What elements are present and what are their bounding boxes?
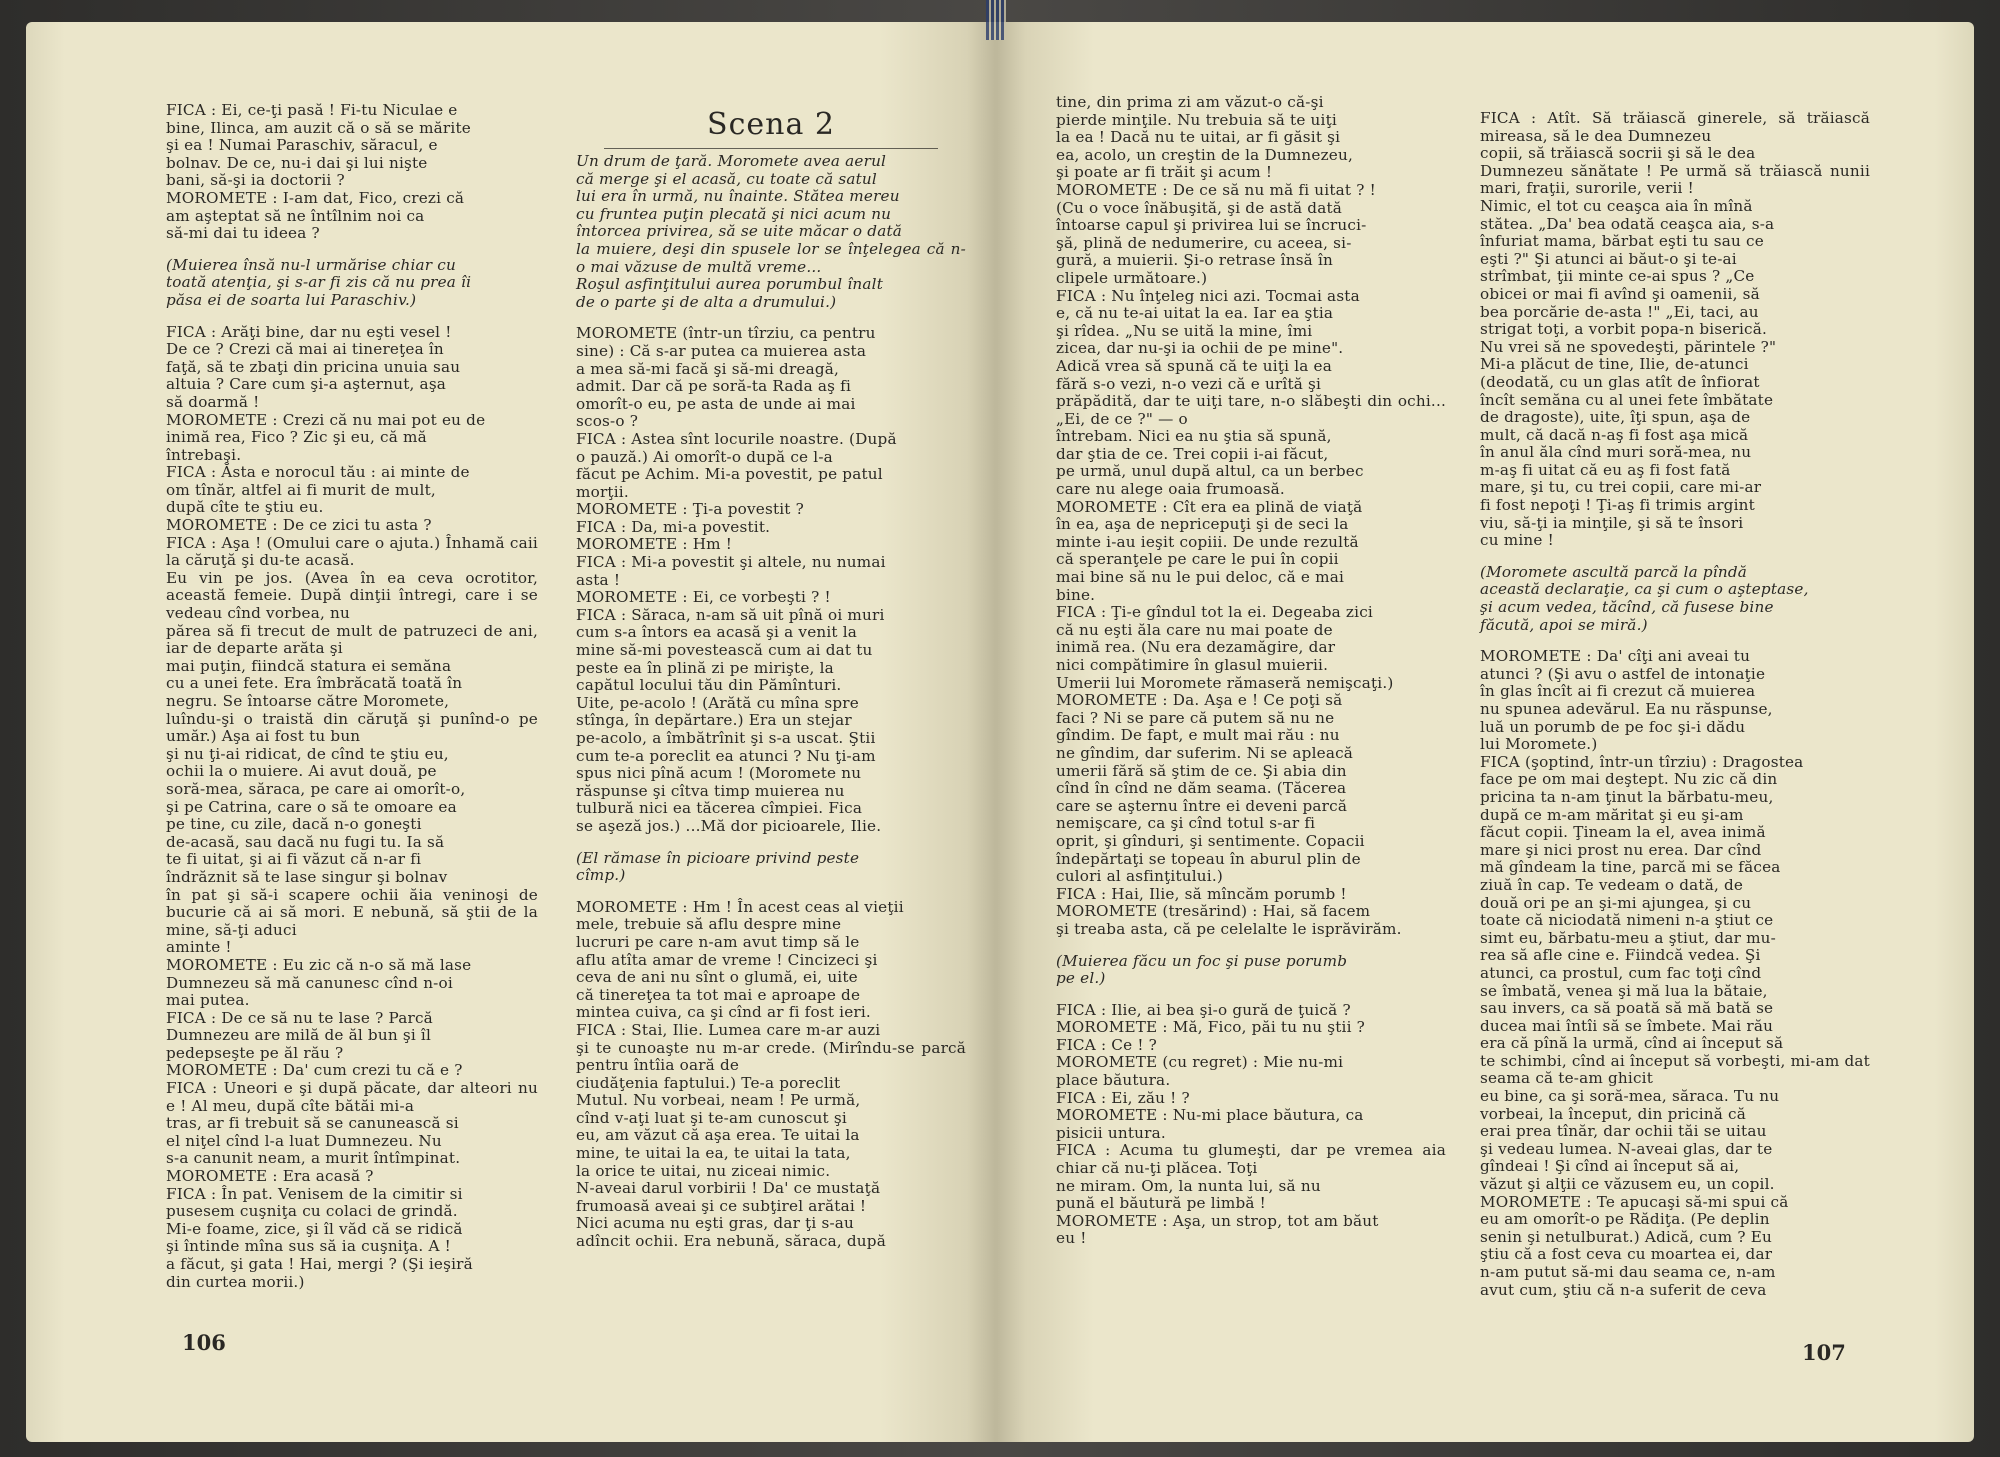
dialogue-paragraph: MOROMETE : Era acasă ? bbox=[166, 1167, 374, 1186]
dialogue-paragraph: FICA : Uneori e şi după păcate, dar alteori nu e ! Al meu, după cîte bătăi mi-a tras, ar fi trebuit să se canunească si el niţel cînd l-a luat Dumnezeu. Nu s-a canunit neam, a murit întîmpinat. bbox=[166, 1079, 538, 1168]
scene-title: Scena 2 bbox=[707, 107, 835, 142]
paragraph-gap bbox=[166, 310, 538, 324]
scene-title-rule bbox=[604, 148, 938, 149]
dialogue-paragraph: FICA : Stai, Ilie. Lumea care m-ar auzi şi te cunoaşte nu m-ar crede. (Mirîndu-se parcă pentru întîia oară de ciudăţenia faptului.) Te-a poreclit Mutul. Nu vorbeai, neam ! Pe urmă, cînd v-aţi luat şi te-am cunoscut şi eu, am văzut că aşa erea. Te uitai la mine, te uitai la ea, te uitai la tata, la orice te uitai, nu ziceai nimic. N-aveai darul vorbirii ! Da' ce mustaţă frumoasă aveai şi ce subţirel arătai ! Nici acuma nu eşti gras, dar ţi s-au adîncit ochii. Era nebună, săraca, după bbox=[576, 1020, 966, 1251]
dialogue-paragraph: MOROMETE : Te apucaşi să-mi spui că eu am omorît-o pe Rădiţa. (Pe deplin senin şi netulburat.) Adică, cum ? Eu ştiu că a fost ceva cu moartea ei, dar n-am putut să-mi dau seama ce, n-am avut cum, ştiu că n-a suferit de ceva bbox=[1480, 1192, 1789, 1299]
stage-direction: (Muierea însă nu-l urmărise chiar cu toată atenţia, şi s-ar fi zis că nu prea îi păsa ei de soarta lui Paraschiv.) bbox=[166, 255, 472, 309]
page-number-left: 106 bbox=[182, 1330, 226, 1355]
dialogue-paragraph: MOROMETE : Cît era ea plină de viaţă în ea, aşa de nepricepuţi şi de seci la minte i-au ieşit copiii. De unde rezultă că speranţele pe care le pui în copii mai bine să nu le pui deloc, că e mai bine. bbox=[1056, 497, 1363, 604]
dialogue-paragraph: FICA : Ei, zău ! ? bbox=[1056, 1088, 1190, 1107]
left-page-column-2 bbox=[576, 100, 966, 1251]
paragraph-gap bbox=[1056, 988, 1446, 1002]
dialogue-paragraph: FICA : Acuma tu glumeşti, dar pe vremea aia chiar că nu-ţi plăcea. Toţi ne miram. Om, la nunta lui, să nu pună el băutură pe limbă ! bbox=[1056, 1141, 1446, 1213]
page-number-right: 107 bbox=[1802, 1340, 1846, 1365]
dialogue-paragraph: MOROMETE : Da' cum crezi tu că e ? bbox=[166, 1061, 463, 1080]
dialogue-paragraph: MOROMETE (cu regret) : Mie nu-mi place băutura. bbox=[1056, 1053, 1344, 1090]
dialogue-paragraph: FICA : Hai, Ilie, să mîncăm porumb ! bbox=[1056, 884, 1347, 903]
paragraph-gap bbox=[1480, 634, 1870, 648]
dialogue-paragraph: MOROMETE (tresărind) : Hai, să facem şi treaba asta, că pe celelalte le isprăvirăm. bbox=[1056, 902, 1402, 938]
dialogue-paragraph: MOROMETE : De ce zici tu asta ? bbox=[166, 516, 432, 535]
dialogue-paragraph: MOROMETE : De ce să nu mă fi uitat ? ! (Cu o voce înăbuşită, şi de astă dată întoarse capul şi privirea lui se încruci- şă, plină de nedumerire, cu aceea, si- gură, a muierii. Şi-o retrase însă în clipele următoare.) bbox=[1056, 180, 1376, 287]
dialogue-paragraph: FICA (şoptind, într-un tîrziu) : Dragostea face pe om mai deştept. Nu zic că din pricina ta n-am ţinut la bărbatu-meu, după ce m-am măritat şi eu şi-am făcut copii. Ţineam la el, avea inimă mare şi nici prost nu erea. Dar cînd mă gîndeam la tine, parcă mi se făcea ziuă în cap. Te vedeam o dată, de două ori pe an şi-mi ajungea, şi cu toate că niciodată nimeni n-a ştiut ce simt eu, bărbatu-meu a ştiut, dar mu- rea să afle cine e. Fiindcă vedea. Şi atunci, ca prostul, cum fac toţi cînd se îmbată, venea şi mă lua la bătaie, sau invers, ca să poată să mă bată se ducea mai întîi să se îmbete. Mai rău era că pînă la urmă, cînd ai început să te schimbi, cînd ai început să vorbeşti, mi-am dat seama că te-am ghicit eu bine, ca şi soră-mea, săraca. Tu nu vorbeai, la început, din pricină că erai prea tînăr, dar ochii tăi se uitau şi vedeau lumea. N-aveai glas, dar te gîndeai ! Şi cînd ai început să ai, văzut şi alţii ce văzusem eu, un copil. bbox=[1480, 752, 1870, 1194]
dialogue-paragraph: MOROMETE : Eu zic că n-o să mă lase Dumnezeu să mă canunesc cînd n-oi mai putea. bbox=[166, 955, 472, 1010]
dialogue-paragraph: FICA : În pat. Venisem de la cimitir si pusesem cuşniţa cu colaci de grindă. Mi-e foame, zice, şi îl văd că se ridică şi întinde mîna sus să ia cuşniţa. A ! a făcut, şi gata ! Hai, mergi ? (Şi ieşiră din curtea morii.) bbox=[166, 1184, 473, 1291]
right-page bbox=[996, 22, 1974, 1442]
dialogue-paragraph: MOROMETE : Aşa, un strop, tot am băut eu ! bbox=[1056, 1211, 1379, 1248]
dialogue-paragraph: FICA : Ei, ce-ţi pasă ! Fi-tu Niculae e bine, Ilinca, am auzit că o să se mărite şi ea ! Numai Paraschiv, săracul, e bolnav. De ce, nu-i dai şi lui nişte bani, să-şi ia doctorii ? bbox=[166, 101, 471, 190]
dialogue-paragraph: MOROMETE : Hm ! bbox=[576, 535, 733, 554]
dialogue-paragraph: MOROMETE : Nu-mi place băutura, ca pisicii untura. bbox=[1056, 1106, 1364, 1142]
stage-direction: Un drum de ţară. Moromete avea aerul că merge şi el acasă, cu toate că satul lui era în urmă, nu înainte. Stătea mereu cu fruntea puţin plecată şi nici acum nu întorcea privirea, să se uite măcar o dată la muiere, deşi din spusele lor se înţelegea că n-o mai văzuse de multă vreme... Roşul asfinţitului aurea porumbul înalt de o parte şi de alta a drumului.) bbox=[576, 152, 966, 311]
dialogue-paragraph: FICA : Mi-a povestit şi altele, nu numai asta ! bbox=[576, 553, 886, 589]
dialogue-paragraph: FICA : Atît. Să trăiască ginerele, să trăiască mireasa, să le dea Dumnezeu copii, să trăiască socrii şi să le dea Dumnezeu sănătate ! Pe urmă să trăiască nunii mari, fraţii, surorile, verii ! Nimic, el tot cu ceaşca aia în mînă stătea. „Da' bea odată ceaşca aia, s-a înfuriat mama, bărbat eşti tu sau ce eşti ?" Şi atunci ai băut-o şi te-ai strîmbat, ţii minte ce-ai spus ? „Ce obicei or mai fi avînd şi oamenii, să bea porcărie de-asta !" „Ei, taci, au strigat toţi, a vorbit popa-n biserică. Nu vrei să ne spovedeşti, părintele ?" Mi-a plăcut de tine, Ilie, de-atunci (deodată, cu un glas atît de înfiorat încît semăna cu al unei fete îmbătate de dragoste), uite, îţi spun, aşa de mult, că dacă n-aş fi fost aşa mică în anul ăla cînd muri soră-mea, nu m-aş fi uitat că eu aş fi fost fată mare, şi tu, cu trei copii, care mi-ar fi fost nepoţi ! Ţi-aş fi trimis argint viu, să-ţi ia minţile, şi să te însori cu mine ! bbox=[1480, 109, 1870, 550]
dialogue-paragraph: MOROMETE : Da. Aşa e ! Ce poţi să faci ? Ni se pare că putem să nu ne gîndim. De fapt, e mult mai rău : nu ne gîndim, dar suferim. Ni se apleacă umerii fără să ştim de ce. Şi abia din cînd în cînd ne dăm seama. (Tăcerea care se aşternu între ei deveni parcă nemişcare, ca şi cînd totul s-ar fi oprit, şi gînduri, şi sentimente. Copacii îndepărtaţi se topeau în aburul plin de culori al asfinţitului.) bbox=[1056, 691, 1365, 886]
left-page-column-2-body bbox=[576, 153, 966, 1251]
dialogue-paragraph: FICA : Astea sînt locurile noastre. (După o pauză.) Ai omorît-o după ce l-a făcut pe Achim. Mi-a povestit, pe patul morţii. bbox=[576, 429, 897, 501]
right-page-column-2 bbox=[1480, 110, 1870, 1299]
dialogue-paragraph: FICA : Arăţi bine, dar nu eşti vesel ! De ce ? Crezi că mai ai tinereţea în faţă, să te zbaţi din pricina unuia sau altuia ? Care cum şi-a aşternut, aşa să doarmă ! bbox=[166, 322, 461, 411]
dialogue-paragraph: MOROMETE : Mă, Fico, păi tu nu ştii ? bbox=[1056, 1018, 1366, 1037]
paragraph-gap bbox=[166, 243, 538, 257]
dialogue-paragraph: FICA : Nu înţeleg nici azi. Tocmai asta e, că nu te-ai uitat la ea. Iar ea ştia şi rîdea. „Nu se uită la mine, îmi zicea, dar nu-şi ia ochii de pe mine". Adică vrea să spună că te uiţi la ea fără s-o vezi, n-o vezi că e urîtă şi prăpădită, dar te uiţi tare, n-o slăbeşti din ochi... „Ei, de ce ?" — o întrebam. Nici ea nu ştia să spună, dar ştia de ce. Trei copii i-ai făcut, pe urmă, unul după altul, ca un berbec care nu alege oaia frumoasă. bbox=[1056, 286, 1446, 499]
dialogue-paragraph: FICA : Ăsta e norocul tău : ai minte de om tînăr, altfel ai fi murit de mult, după cîte te ştiu eu. bbox=[166, 463, 470, 517]
dialogue-paragraph: MOROMETE : Crezi că nu mai pot eu de inimă rea, Fico ? Zic şi eu, că mă întrebaşi. bbox=[166, 410, 486, 464]
dialogue-paragraph: FICA : Da, mi-a povestit. bbox=[576, 517, 771, 536]
dialogue-paragraph: FICA : De ce să nu te lase ? Parcă Dumnezeu are milă de ăl bun şi îl pedepseşte pe ăl rău ? bbox=[166, 1008, 433, 1062]
dialogue-paragraph: MOROMETE : Da' cîţi ani aveai tu atunci ? (Şi avu o astfel de intonaţie în glas încît ai fi crezut că muierea nu spunea adevărul. Ea nu răspunse, luă un porumb de pe foc şi-i dădu lui Moromete.) bbox=[1480, 647, 1773, 754]
dialogue-paragraph: MOROMETE (într-un tîrziu, ca pentru sine) : Că s-ar putea ca muierea asta a mea să-mi facă şi să-mi dreagă, admit. Dar că pe soră-ta Rada aş fi omorît-o eu, pe asta de unde ai mai scos-o ? bbox=[576, 324, 876, 431]
dialogue-paragraph: tine, din prima zi am văzut-o că-şi pierde minţile. Nu trebuia să te uiţi la ea ! Dacă nu te uitai, ar fi găsit şi ea, acolo, un creştin de la Dumnezeu, şi poate ar fi trăit şi acum ! bbox=[1056, 93, 1353, 182]
dialogue-paragraph: FICA : Ţi-e gîndul tot la ei. Degeaba zici că nu eşti ăla care nu mai poate de inimă rea. (Nu era dezamăgire, dar nici compătimire în glasul muierii. Umerii lui Moromete rămaseră nemişcaţi.) bbox=[1056, 603, 1394, 692]
paragraph-gap bbox=[576, 885, 966, 899]
paragraph-gap bbox=[576, 311, 966, 325]
dialogue-paragraph: FICA : Aşa ! (Omului care o ajuta.) Înhamă caii la căruţă şi du-te acasă. Eu vin pe jos. (Avea în ea ceva ocrotitor, această femeie. După dinţii întregi, care i se vedeau cînd vorbea, nu părea să fi trecut de mult de patruzeci de ani, iar de departe arăta şi mai puţin, fiindcă statura ei semăna cu a unei fete. Era îmbrăcată toată în negru. Se întoarse către Moromete, luîndu-şi o traistă din căruţă şi punînd-o pe umăr.) Aşa ai fost tu bun şi nu ţi-ai ridicat, de cînd te ştiu eu, ochii la o muiere. Ai avut două, pe soră-mea, săraca, pe care ai omorît-o, şi pe Catrina, care o să te omoare ea pe tine, cu zile, dacă n-o goneşti de-acasă, sau dacă nu fugi tu. Ia să te fi uitat, şi ai fi văzut că n-ar fi îndrăznit să te lase singur şi bolnav în pat şi să-i scapere ochii ăia veninoşi de bucurie că ai să mori. E nebună, să ştii de la mine, să-ţi aduci aminte ! bbox=[166, 533, 538, 957]
paragraph-gap bbox=[1480, 550, 1870, 564]
right-page-column-1 bbox=[1056, 94, 1446, 1248]
dialogue-paragraph: MOROMETE : Ei, ce vorbeşti ? ! bbox=[576, 588, 831, 607]
stage-direction: (El rămase în picioare privind peste cîmp.) bbox=[576, 848, 860, 885]
stage-direction: (Muierea făcu un foc şi puse porumb pe el.) bbox=[1056, 951, 1348, 988]
stage-direction: (Moromete ascultă parcă la pîndă această declaraţie, ca şi cum o aşteptase, şi acum vedea, tăcînd, că fusese bine făcută, apoi se miră.) bbox=[1480, 562, 1809, 634]
left-page-column-1 bbox=[166, 102, 538, 1291]
paragraph-gap bbox=[576, 836, 966, 850]
dialogue-paragraph: MOROMETE : I-am dat, Fico, crezi că am aşteptat să ne întîlnim noi ca să-mi dai tu ideea ? bbox=[166, 188, 465, 243]
book-spine bbox=[986, 0, 1006, 40]
dialogue-paragraph: FICA : Ilie, ai bea şi-o gură de ţuică ? bbox=[1056, 1000, 1351, 1019]
left-page bbox=[26, 22, 996, 1442]
paragraph-gap bbox=[1056, 939, 1446, 953]
dialogue-paragraph: MOROMETE : Hm ! În acest ceas al vieţii mele, trebuie să aflu despre mine lucruri pe care n-am avut timp să le aflu atîta amar de vreme ! Cincizeci şi ceva de ani nu sînt o glumă, ei, uite că tinereţea ta tot mai e aproape de mintea cuiva, ca şi cînd ar fi fost ieri. bbox=[576, 897, 904, 1022]
dialogue-paragraph: FICA : Ce ! ? bbox=[1056, 1035, 1158, 1054]
dialogue-paragraph: FICA : Săraca, n-am să uit pînă oi muri cum s-a întors ea acasă şi a venit la mine să-mi povestească cum ai dat tu peste ea în plină zi pe miriştе, la capătul locului tău din Pămînturi. Uite, pe-acolo ! (Arătă cu mîna spre stînga, în depărtare.) Era un stejar pe-acolo, a îmbătrînit şi s-a uscat. Ştii cum te-a poreclit ea atunci ? Nu ţi-am spus nici pînă acum ! (Moromete nu răspunse şi cîtva timp muierea nu tulbură nici ea tăcerea cîmpiei. Fica se aşeză jos.) ...Mă dor picioarele, Ilie. bbox=[576, 605, 885, 835]
dialogue-paragraph: MOROMETE : Ţi-a povestit ? bbox=[576, 500, 804, 519]
